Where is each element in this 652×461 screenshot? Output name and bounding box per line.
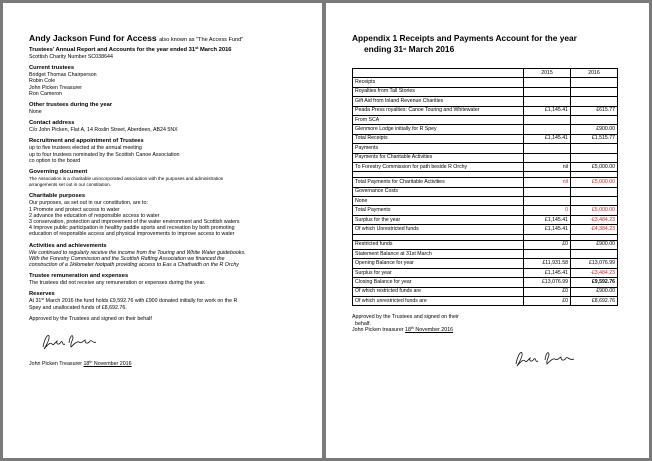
cell-2015 [524,187,571,196]
table-row [353,87,618,96]
cell-2016: £5,000.00 [571,162,618,171]
cell-2015: nil [524,178,571,187]
row-label: Payments for Charitable Activities [353,153,524,162]
cell-2016 [571,87,618,96]
cell-2016 [571,144,618,153]
table-row [353,250,618,259]
row-label: Receipts [353,78,524,87]
accounts-table [352,68,618,306]
cell-2015: £0 [524,287,571,296]
row-label: Of which Unrestricted funds [353,225,524,234]
cell-2016 [571,97,618,106]
cell-2016: £5,000.00 [571,178,618,187]
trustee-item: Ron Cameron [29,90,62,97]
cell-2015 [524,250,571,259]
row-label: Payments [353,144,524,153]
signature-image [512,348,582,370]
section-heading: Reserves [29,291,55,298]
cell-2015: £0 [524,296,571,305]
cell-2015: £1,145.41 [524,106,571,115]
cell-2016: £615.77 [571,106,618,115]
cell-2015: £1,145.41 [524,215,571,224]
table-header-row [353,69,618,78]
section-heading: Activities and achievements [29,242,107,249]
fund-title [29,33,302,46]
row-label: Governance Costs [353,187,524,196]
table-row [353,134,618,143]
cell-2016: -£3,484.23 [571,215,618,224]
appendix-page: Appendix 1 Receipts and Payments Account for the year ending 31st March 2016 2015 2016 Receipts Royalties from Tall Stories Gift Aid from Inland Revenue Charities Peada Press royalties: Canoe Touring and Whitewater £1,145.41 £615.77 From SCA Glenmore Lodge initially for R Spey £900.00 Total Receipts £1,145.41 £1,515.77 Payments Payments for Charitable Activities To Forestry Commission for path beside R Orchy nil £5,000.00 Total Payments for Charitable Activities nil £5,000.00 Governance Costs None Total Payments 0 £5,000.00 Surplus for the year £1,145.41 -£3,484.23 Of which Unrestricted funds £1,145.41 -£4,384.23 Restricted funds £0 £900.00 Statement Balance at 31st March Opening Balance for year £11,931.58 £13,076.99 Surplus for year £1,145.41 -£3,484.23 Closing Balance for year £13,076.99 £9,592.76 Of which restricted funds are £0 £900.00 Of which unrestricted funds are £0 £8,692.76 Approved by the Trustees and signed on their behalf. John Picken treasurer 18th November 2016 [326,3,649,458]
row-label: Surplus for the year [353,215,524,224]
table-row [353,97,618,106]
cell-2016: £900.00 [571,240,618,249]
fund-aka: also known as "The Access Fund" [159,37,244,43]
section-heading: Trustee remuneration and expenses [29,273,129,280]
row-label: Glenmore Lodge initially for R Spey [353,125,524,134]
trustee-list [29,72,302,97]
cell-2016: £5,000.00 [571,206,618,215]
cell-2015: £1,145.41 [524,268,571,277]
table-row [353,278,618,287]
table-row [353,240,618,249]
table-row [353,268,618,277]
cell-2016: £900.00 [571,125,618,134]
contact-address: C/o John Picken, Flat A, 14 Roslin Street, Aberdeen, AB24 5NX [29,127,178,134]
cell-2015 [524,125,571,134]
table-row [353,162,618,171]
section-heading: Charitable purposes [29,193,86,200]
row-label: Statement Balance at 31st March [353,250,524,259]
cell-2016: £1,515.77 [571,134,618,143]
report-page: Andy Jackson Fund for Access also known as "The Access Fund" Trustees’ Annual Report and Accounts for the year ended 31st March 2016 Scottish Charity Number SC038644 Current trustees Bridget Thomas Chairperson Robin Cole John Picken Treasurer Ron Cameron Other trustees during the year None Contact address C/o John Picken, Flat A, 14 Roslin Street, Aberdeen, AB24 5NX Recruitment and appointment of Trustees up to five trustees elected at the annual meeting up to four trustees nominated by the Scottish Canoe Association co option to the board Governing document The Association is a charitable unincorporated association with the purposes and administration arrangements set out in our constitution. Charitable purposes Our purposes, as set out in our constitution, are to: 1 Promote and protect access to water 2 advance the education of responsible access to water 3 conservation, protection and improvement of the water environment and Scottish waters 4 Improve public participation in healthy paddle sports and recreation by both promoting education of responsible access and physical improvements to improve access to water Activities and achievements We continued to regularly receive the income from the Touring and White Water guidebooks. With the Forestry Commission and the Scottish Rafting Association we financed the construction of a 1kilometer footpath providing access to Eas a Chathaidh on the R Orchy Trustee remuneration and expenses The trustees did not receive any remuneration or expenses during the year. Reserves At 31st March 2016 the fund holds £9,592.76 with £900 donated initially for work on the R Spey and unallocated funds of £8,692.76. Approved by the Trustees and signed on their behalf John Picken Treasurer 18th November 2016 [3,3,322,458]
table-row [353,106,618,115]
cell-2016: £8,692.76 [571,296,618,305]
row-label: Total Payments [353,206,524,215]
appendix-title: Appendix 1 Receipts and Payments Account for the year ending 31st March 2016 [352,33,577,54]
section-heading: Other trustees during the year [29,102,113,109]
row-label: Of which unrestricted funds are [353,296,524,305]
table-row [353,259,618,268]
row-label: Of which restricted funds are [353,287,524,296]
cell-2015 [524,153,571,162]
cell-2016: -£4,384.23 [571,225,618,234]
cell-2015 [524,144,571,153]
table-row [353,215,618,224]
row-label: Gift Aid from Inland Revenue Charities [353,97,524,106]
table-row [353,144,618,153]
cell-2015 [524,87,571,96]
trustee-item: Bridget Thomas Chairperson [29,72,97,79]
cell-2015: £1,145.41 [524,134,571,143]
table-row [353,178,618,187]
section-heading: Governing document [29,169,88,176]
cell-2015: £11,931.58 [524,259,571,268]
cell-2016 [571,197,618,206]
section-heading: Contact address [29,120,75,127]
row-label: None [353,197,524,206]
row-label: Restricted funds [353,240,524,249]
treasurer-signoff: John Picken treasurer 18th November 2016 [352,325,454,333]
fund-name: Andy Jackson Fund for Access [29,33,157,43]
table-row [353,115,618,124]
trustee-item: Robin Cole [29,78,56,85]
charity-number: Scottish Charity Number SC038644 [29,54,113,60]
section-heading: Recruitment and appointment of Trustees [29,138,144,145]
cell-2015 [524,115,571,124]
cell-2015: £0 [524,240,571,249]
table-row [353,225,618,234]
approval-statement: Approved by the Trustees and signed on their behalf [29,315,152,322]
cell-2016 [571,115,618,124]
table-row [353,197,618,206]
treasurer-signoff: John Picken Treasurer 18th November 2016 [29,360,132,368]
section-heading: Current trustees [29,65,75,72]
cell-2016: £900.00 [571,287,618,296]
cell-2016: £13,076.99 [571,259,618,268]
cell-2015 [524,78,571,87]
table-row [353,206,618,215]
cell-2016: £9,592.76 [571,278,618,287]
cell-2016: -£3,484.23 [571,268,618,277]
cell-2016 [571,187,618,196]
cell-2015: 0 [524,206,571,215]
cell-2015 [524,197,571,206]
row-label: To Forestry Commission for path beside R Orchy [353,162,524,171]
table-row [353,153,618,162]
row-label: Total Receipts [353,134,524,143]
row-label: Opening Balance for year [353,259,524,268]
column-header-2016: 2016 [571,69,618,78]
cell-2016 [571,78,618,87]
row-label: Total Payments for Charitable Activities [353,178,524,187]
row-label: Peada Press royalties: Canoe Touring and Whitewater [353,106,524,115]
signature-image [39,331,101,353]
trustee-item: John Picken Treasurer [29,84,82,91]
report-title: Trustees’ Annual Report and Accounts for the year ended 31st March 2016 [29,46,232,53]
cell-2016 [571,250,618,259]
row-label: From SCA [353,115,524,124]
row-label: Surplus for year [353,268,524,277]
table-row [353,187,618,196]
cell-2015: £1,145.41 [524,225,571,234]
cell-2016 [571,153,618,162]
table-row [353,78,618,87]
cell-2015: £13,076.99 [524,278,571,287]
approval-statement: Approved by the Trustees and signed on their [352,314,459,321]
cell-2015: nil [524,162,571,171]
table-row [353,287,618,296]
row-label: Closing Balance for year [353,278,524,287]
column-header-2015: 2015 [524,69,571,78]
table-row [353,125,618,134]
cell-2015 [524,97,571,106]
table-row [353,296,618,305]
row-label: Royalties from Tall Stories [353,87,524,96]
